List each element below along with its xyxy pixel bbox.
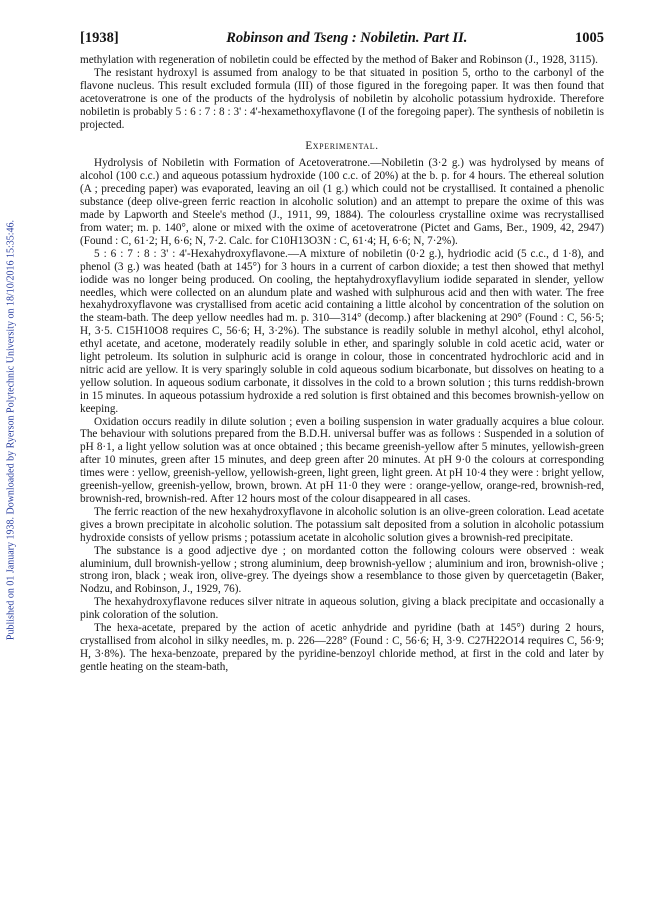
paragraph-hexa-acetate: The hexa-acetate, prepared by the action of acetic anhydride and pyridine (bath at 145°) during 2 hours, crystallised from alcohol in silky needles, m. p. 226—228° (Found : C, 56·6; H, 3·9. C27H22O14 requires C, 56·9; H, 3·8%). The hexa-benzoate, prepared by the pyridine-benzoyl chloride method, at first in the cold and later by gentle heating on the steam-bath,: [80, 622, 604, 673]
paragraph-hexahydroxyflavone: 5 : 6 : 7 : 8 : 3' : 4'-Hexahydroxyflavone.—A mixture of nobiletin (0·2 g.), hydriodic acid (5 c.c., d 1·8), and phenol (3 g.) was heated (bath at 145°) for 3 hours in a current of carbon dioxide; a test then showed that methyl iodide was no longer being produced. On cooling, the heptahydroxyflavylium iodide separated in slender, yellow needles, which were collected on an alundum plate and washed with sulphurous acid and then with water. The free hexahydroxyflavone was crystallised from acetic acid containing a little alcohol by concentration of the solution on the steam-bath. The deep yellow needles had m. p. 310—314° (decomp.) after blackening at 290° (Found : C, 56·5; H, 3·5. C15H10O8 requires C, 56·6; H, 3·2%). The substance is readily soluble in methyl alcohol, ethyl alcohol, ethyl acetate, and acetone, moderately readily soluble in ether, and sparingly soluble in cold acetic acid, water or light petroleum. Its solution in sulphuric acid is orange in colour, those in concentrated hydrochloric acid and in nitric acid are yellow. It is very sparingly soluble in cold aqueous sodium bicarbonate, but dissolves on heating to a yellow solution. In aqueous sodium carbonate, it dissolves in the cold to a brown solution ; this turns reddish-brown in 15 minutes. In aqueous potassium hydroxide a red solution is first obtained and this becomes brownish-yellow on keeping.: [80, 247, 604, 415]
paragraph-methylation: methylation with regeneration of nobiletin could be effected by the method of Baker and Robinson (J., 1928, 3115).: [80, 54, 598, 66]
journal-page: [80, 30, 604, 674]
paragraph-silver-nitrate: The hexahydroxyflavone reduces silver nitrate in aqueous solution, giving a black precipitate and occasionally a pink coloration of the solution.: [80, 596, 604, 622]
download-watermark: [0, 130, 22, 730]
paragraph-hydrolysis: Hydrolysis of Nobiletin with Formation of Acetoveratrone.—Nobiletin (3·2 g.) was hydrolysed by means of alcohol (100 c.c.) and aqueous potassium hydroxide (100 c.c. of 20%) at the b. p. for 4 hours. The ethereal solution (A ; preceding paper) was evaporated, leaving an oil (1 g.) which could not be crystallised. It contained a phenolic substance (deep olive-green ferric reaction in alcoholic solution) and an attempt to prepare the oxime of this was made by Lapworth and Steele's method (J., 1911, 99, 1884). The colourless crystalline oxime was recrystallised from water; m. p. 140°, alone or mixed with the oxime of acetoveratrone (Pictet and Gams, Ber., 1909, 42, 2947) (Found : C, 61·2; H, 6·6; N, 7·2. Calc. for C10H13O3N : C, 61·4; H, 6·6; N, 7·2%).: [80, 157, 604, 247]
paragraph-dye: The substance is a good adjective dye ; on mordanted cotton the following colours were observed : weak aluminium, dull brownish-yellow ; strong aluminium, deep brownish-yellow ; aluminium and iron, brownish-olive ; strong iron, black ; weak iron, olive-grey. The dyeings show a resemblance to those given by quercetagetin (Baker, Nodzu, and Robinson, J., 1929, 76).: [80, 544, 604, 596]
section-heading-experimental: Experimental.: [305, 140, 379, 153]
header-title: Robinson and Tseng : Nobiletin. Part II.: [226, 30, 468, 46]
header-page-number: 1005: [574, 30, 604, 46]
paragraph-hydroxyl-position: The resistant hydroxyl is assumed from analogy to be that situated in position 5, ortho to the carbonyl of the flavone nucleus. This result excluded formula (III) of those figured in the foregoing paper. It was then found that acetoveratrone is one of the products of the hydrolysis of nobiletin by alcoholic potassium hydroxide. Therefore nobiletin is probably 5 : 6 : 7 : 8 : 3' : 4'-hexamethoxyflavone (I of the foregoing paper). The synthesis of nobiletin is projected.: [80, 66, 604, 131]
header-year: [1938]: [80, 30, 119, 46]
download-watermark-text: Published on 01 January 1938. Downloaded by Ryerson Polytechnic University on 18/10/2016 15:35:46.: [5, 219, 17, 641]
running-header: [80, 30, 604, 47]
paragraph-oxidation: Oxidation occurs readily in dilute solution ; even a boiling suspension in water gradually acquires a blue colour. The behaviour with solutions prepared from the B.D.H. universal buffer was as follows : Suspended in a solution of pH 8·1, a light yellow solution was at once obtained ; this became greenish-yellow after 5 minutes, yellowish-green after 10 minutes, green after 15 minutes, and deep green after 20 minutes. At pH 9·0 the colours at corresponding times were : yellow, greenish-yellow, yellowish-green, light green, light green. At pH 10·4 they were : bright yellow, greenish-yellow, greenish-yellow, brown, brown. At pH 11·0 they were : orange-yellow, orange-red, brownish-red, brownish-red, brownish-red. After 12 hours most of the colour disappeared in all cases.: [80, 415, 604, 505]
paragraph-ferric-reaction: The ferric reaction of the new hexahydroxyflavone in alcoholic solution is an olive-green coloration. Lead acetate gives a brown precipitate in alcoholic solution. The potassium salt deposited from a solution in alcoholic potassium hydroxide consists of yellow prisms ; potassium acetate in alcoholic solution gives a brownish-red precipitate.: [80, 505, 604, 544]
